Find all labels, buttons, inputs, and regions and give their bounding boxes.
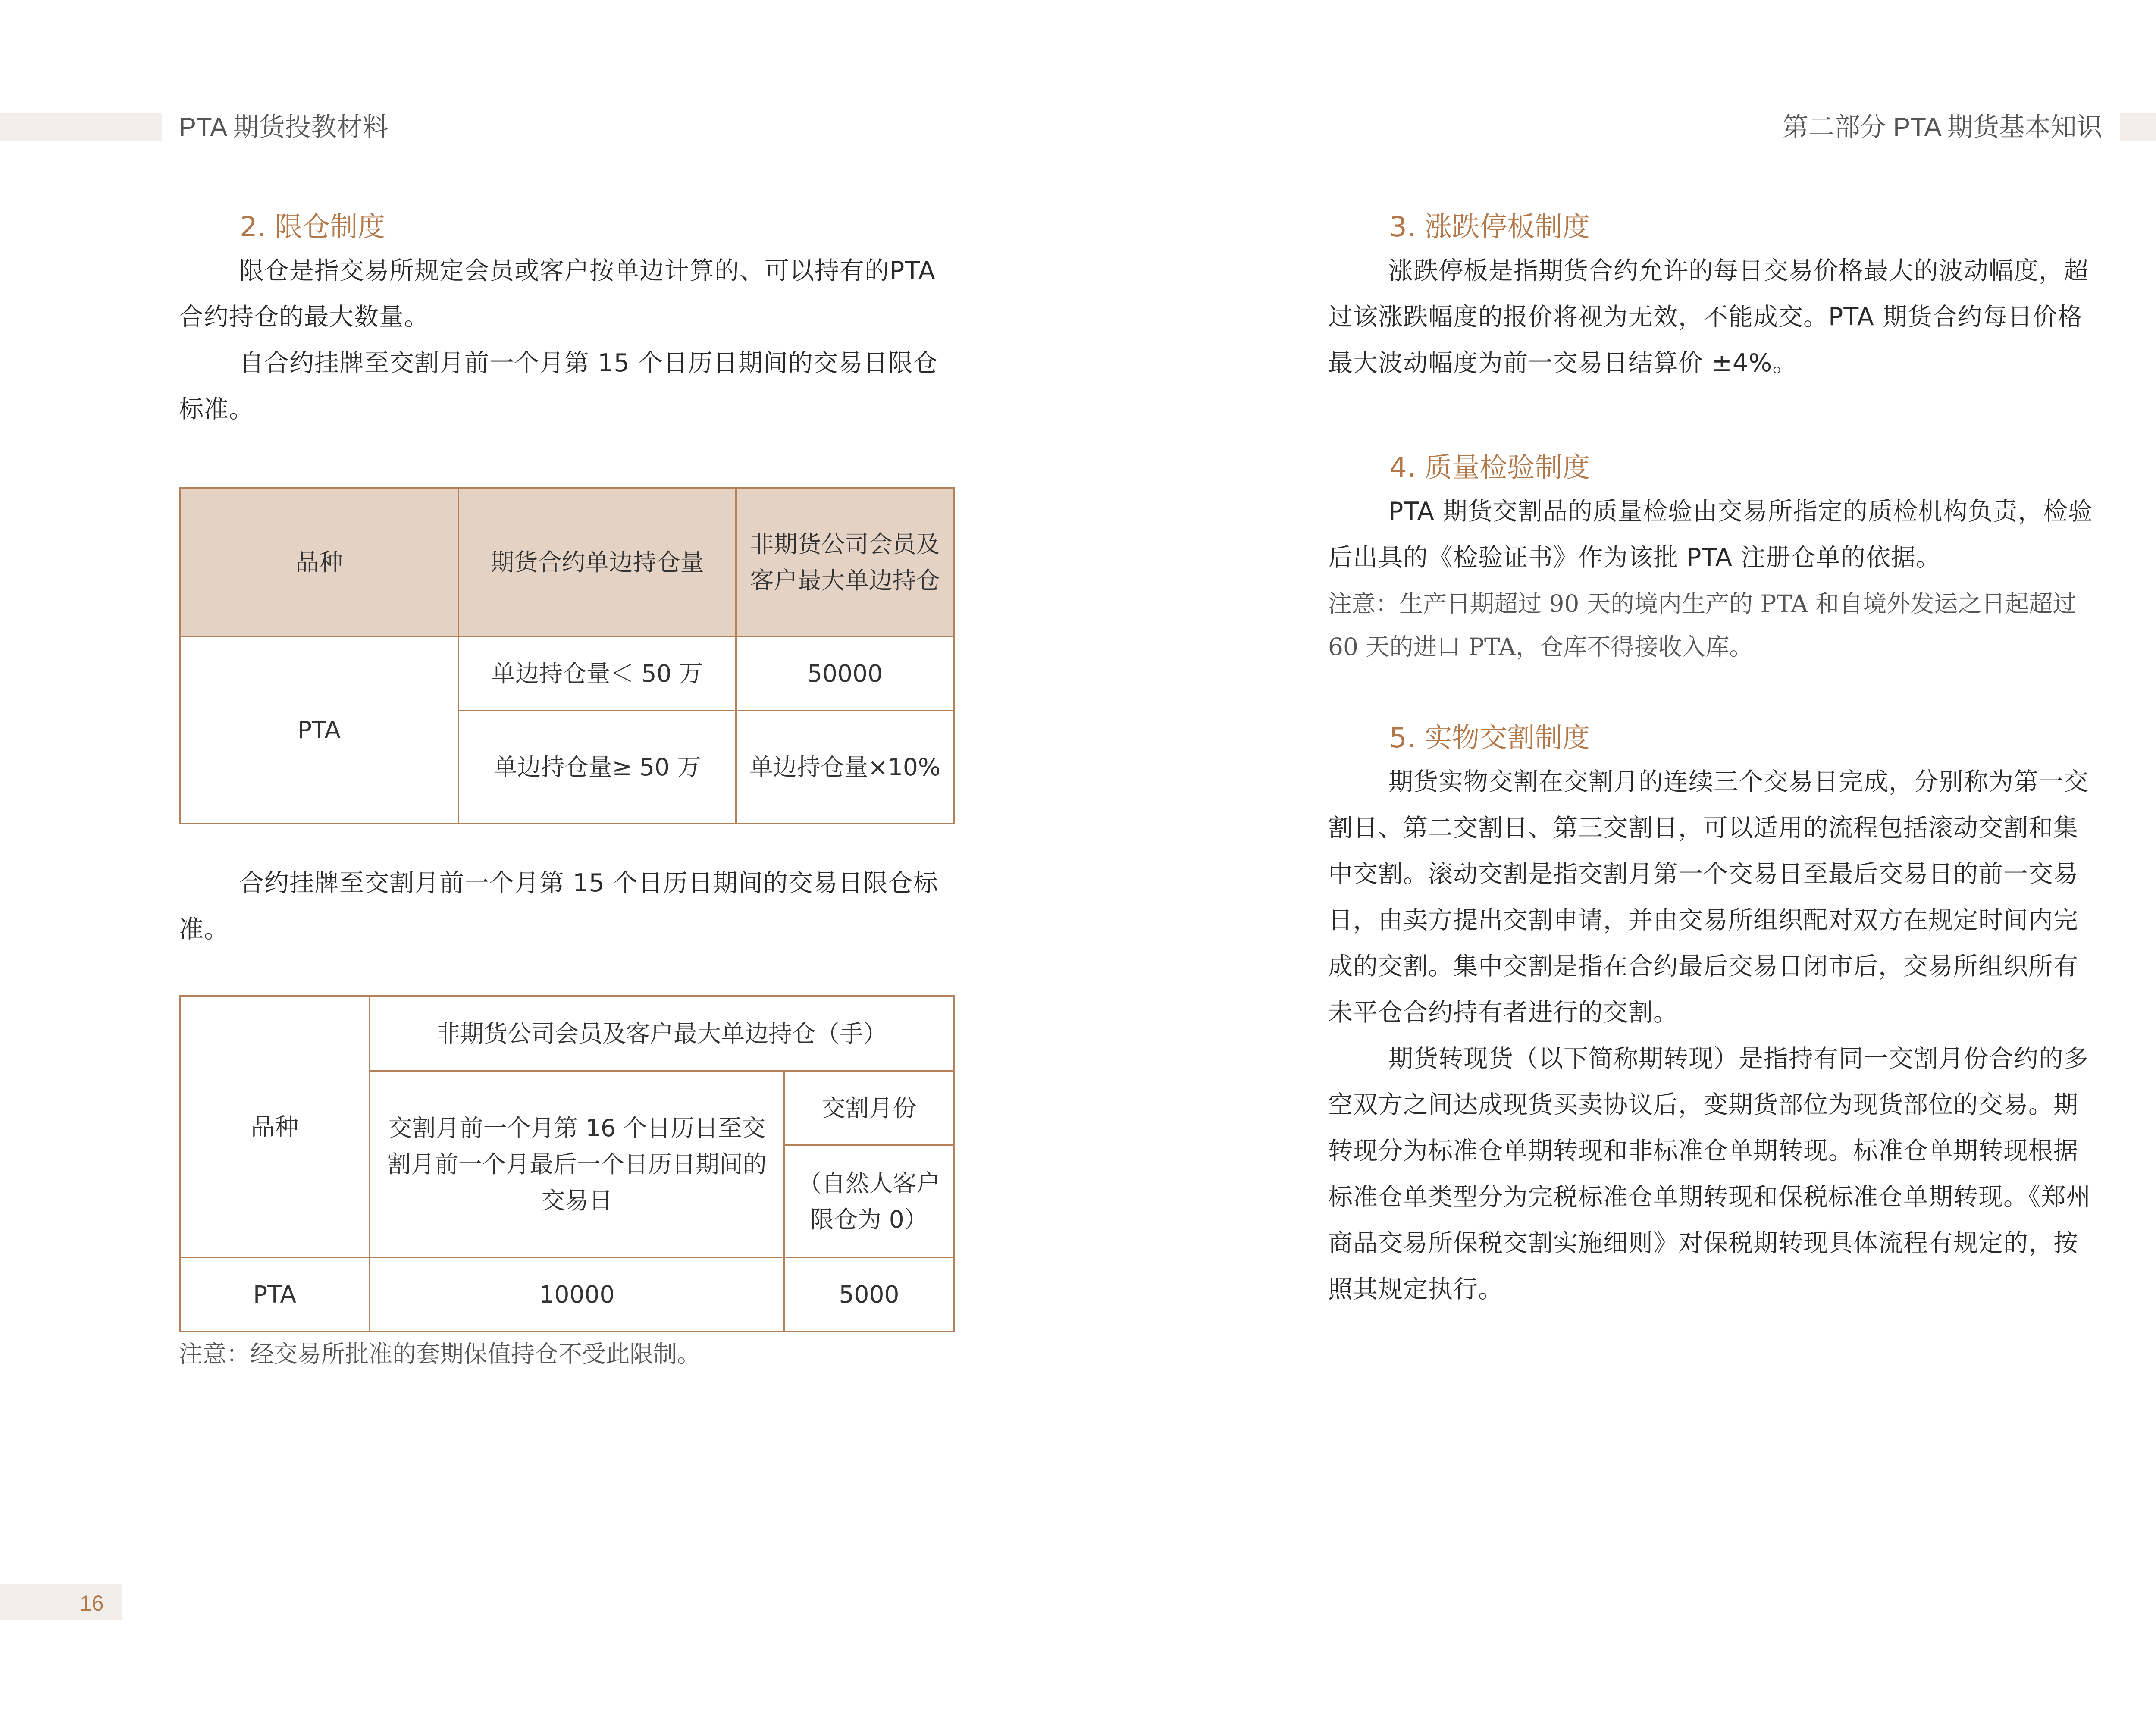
left-text-block-1 xyxy=(179,248,953,432)
table-cell: 单边持仓量×10% xyxy=(736,711,954,824)
right-text-block-3 xyxy=(1328,248,2102,386)
paragraph: PTA 期货交割品的质量检验由交易所指定的质检机构负责，检验后出具的《检验证书》作为该批 PTA 注册仓单的依据。 xyxy=(1328,497,2093,572)
right-text-block-5 xyxy=(1328,759,2102,1313)
section-heading-price-limit: 3. 涨跌停板制度 xyxy=(1389,211,1590,243)
table-cell: 10000 xyxy=(370,1257,784,1332)
header-bar-right xyxy=(2120,113,2156,141)
quality-note: 注意：生产日期超过 90 天的境内生产的 PTA 和自境外发运之日起超过 60 天的进口 PTA，仓库不得接收入库。 xyxy=(1328,590,2077,661)
table-header-cell: （自然人客户限仓为 0） xyxy=(784,1145,954,1257)
paragraph: 期货实物交割在交割月的连续三个交易日完成，分别称为第一交割日、第二交割日、第三交割日，可以适用的流程包括滚动交割和集中交割。滚动交割是指交割月第一个交易日至最后交易日的前一交易日，由卖方提出交割申请，并由交易所组织配对双方在规定时间内完成的交割。集中交割是指在合约最后交易日闭市后，交易所组织所有未平仓合约持有者进行的交割。 xyxy=(1328,768,2089,1027)
right-text-block-4 xyxy=(1328,489,2102,581)
paragraph: 自合约挂牌至交割月前一个月第 15 个日历日期间的交易日限仓标准。 xyxy=(179,349,938,423)
position-limit-table-2 xyxy=(179,995,955,1332)
page-number-left: 16 xyxy=(80,1591,104,1615)
header-title-left: PTA 期货投教材料 xyxy=(179,113,389,141)
position-limit-table-1 xyxy=(179,487,955,824)
left-note: 注意：经交易所批准的套期保值持仓不受此限制。 xyxy=(179,1340,701,1368)
paragraph: 限仓是指交易所规定会员或客户按单边计算的、可以持有的PTA 合约持仓的最大数量。 xyxy=(179,257,936,331)
section-heading-quality-inspection: 4. 质量检验制度 xyxy=(1389,452,1590,484)
section-heading-physical-delivery: 5. 实物交割制度 xyxy=(1389,722,1590,754)
header-bar-left xyxy=(0,113,162,141)
table-header-cell: 期货合约单边持仓量 xyxy=(458,488,736,636)
table-header-cell: 品种 xyxy=(180,996,370,1257)
paragraph: 合约挂牌至交割月前一个月第 15 个日历日期间的交易日限仓标准。 xyxy=(179,869,938,943)
left-text-block-2 xyxy=(179,860,953,953)
table-header-cell: 非期货公司会员及客户最大单边持仓 xyxy=(736,488,954,636)
section-heading-position-limit: 2. 限仓制度 xyxy=(240,211,385,243)
table-header-cell: 交割月前一个月第 16 个日历日至交割月前一个月最后一个日历日期间的交易日 xyxy=(370,1071,784,1257)
table-cell: 50000 xyxy=(736,636,954,711)
table-header-cell: 非期货公司会员及客户最大单边持仓（手） xyxy=(370,996,954,1071)
header-title-right: 第二部分 PTA 期货基本知识 xyxy=(1782,113,2103,141)
paragraph: 涨跌停板是指期货合约允许的每日交易价格最大的波动幅度，超过该涨跌幅度的报价将视为无效，不能成交。PTA 期货合约每日价格最大波动幅度为前一交易日结算价 ±4%。 xyxy=(1328,257,2089,377)
table-cell: 5000 xyxy=(784,1257,954,1332)
table-header-cell: 交割月份 xyxy=(784,1071,954,1145)
table-cell: 单边持仓量＜ 50 万 xyxy=(458,636,736,711)
table-cell-variety: PTA xyxy=(180,636,458,824)
paragraph: 期货转现货（以下简称期转现）是指持有同一交割月份合约的多空双方之间达成现货买卖协议后，变期货部位为现货部位的交易。期转现分为标准仓单期转现和非标准仓单期转现。标准仓单期转现根据标准仓单类型分为完税标准仓单期转现和保税标准仓单期转现。《郑州商品交易所保税交割实施细则》对保税期转现具体流程有规定的，按照其规定执行。 xyxy=(1328,1044,2091,1304)
table-header-cell: 品种 xyxy=(180,488,458,636)
table-cell-variety: PTA xyxy=(180,1257,370,1332)
table-cell: 单边持仓量≥ 50 万 xyxy=(458,711,736,824)
